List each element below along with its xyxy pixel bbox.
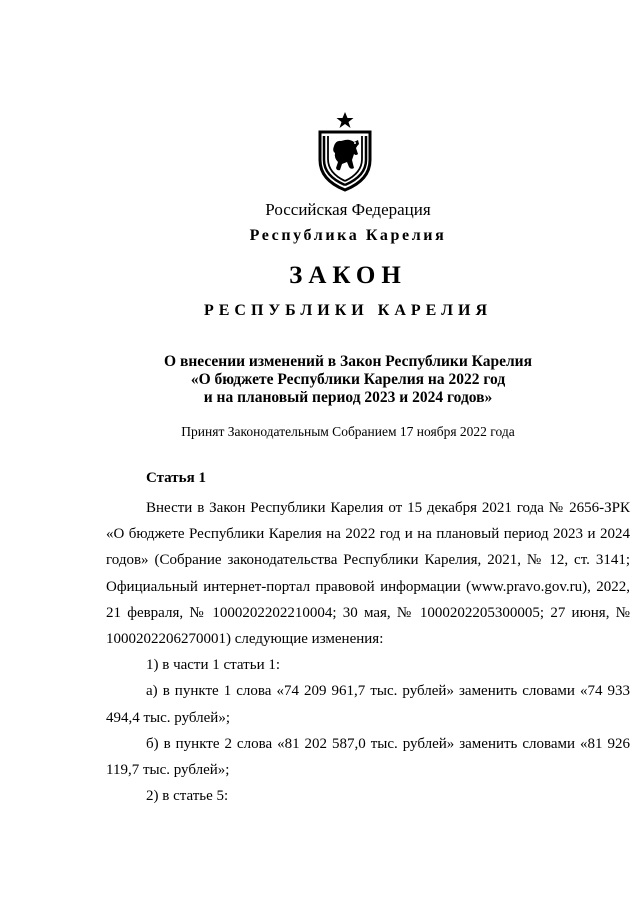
- document-title: [28, 353, 640, 407]
- article-paragraph: а) в пункте 1 слова «74 209 961,7 тыс. рублей» заменить словами «74 933 494,4 тыс. рублей»;: [106, 683, 630, 726]
- article-paragraph: 2) в статье 5:: [146, 788, 229, 805]
- document-title-line: и на плановый период 2023 и 2024 годов»: [203, 389, 493, 406]
- document-title-line: «О бюджете Республики Карелия на 2022 год: [190, 371, 506, 388]
- article-paragraph: 1) в части 1 статьи 1:: [146, 657, 281, 674]
- adoption-note: Принят Законодательным Собранием 17 ноября 2022 года: [181, 424, 515, 439]
- coat-of-arms-icon: [314, 110, 376, 192]
- article-paragraph: Внести в Закон Республики Карелия от 15 декабря 2021 года № 2656-ЗРК «О бюджете Республики Карелия на 2022 год и на плановый период 2023 и 2024 годов» (Собрание законодательства Республики Карелия, 2021, № 12, ст. 3141; Официальный интернет-портал правовой информации (www.pravo.gov.ru), 2022, 21 февраля, № 1000202202210004; 30 мая, № 1000202205300005; 27 июня, № 1000202206270001) следующие изменения:: [106, 500, 630, 648]
- article-paragraph: б) в пункте 2 слова «81 202 587,0 тыс. рублей» заменить словами «81 926 119,7 тыс. рублей»;: [106, 735, 630, 779]
- law-subtitle: РЕСПУБЛИКИ КАРЕЛИЯ: [203, 302, 493, 319]
- article-title: Статья 1: [146, 470, 206, 486]
- region-name: Республика Карелия: [249, 227, 447, 244]
- law-title: ЗАКОН: [289, 262, 407, 289]
- country-name: Российская Федерация: [265, 200, 431, 219]
- article-body: [106, 495, 630, 809]
- document-title-line: О внесении изменений в Закон Республики Карелия: [164, 353, 532, 370]
